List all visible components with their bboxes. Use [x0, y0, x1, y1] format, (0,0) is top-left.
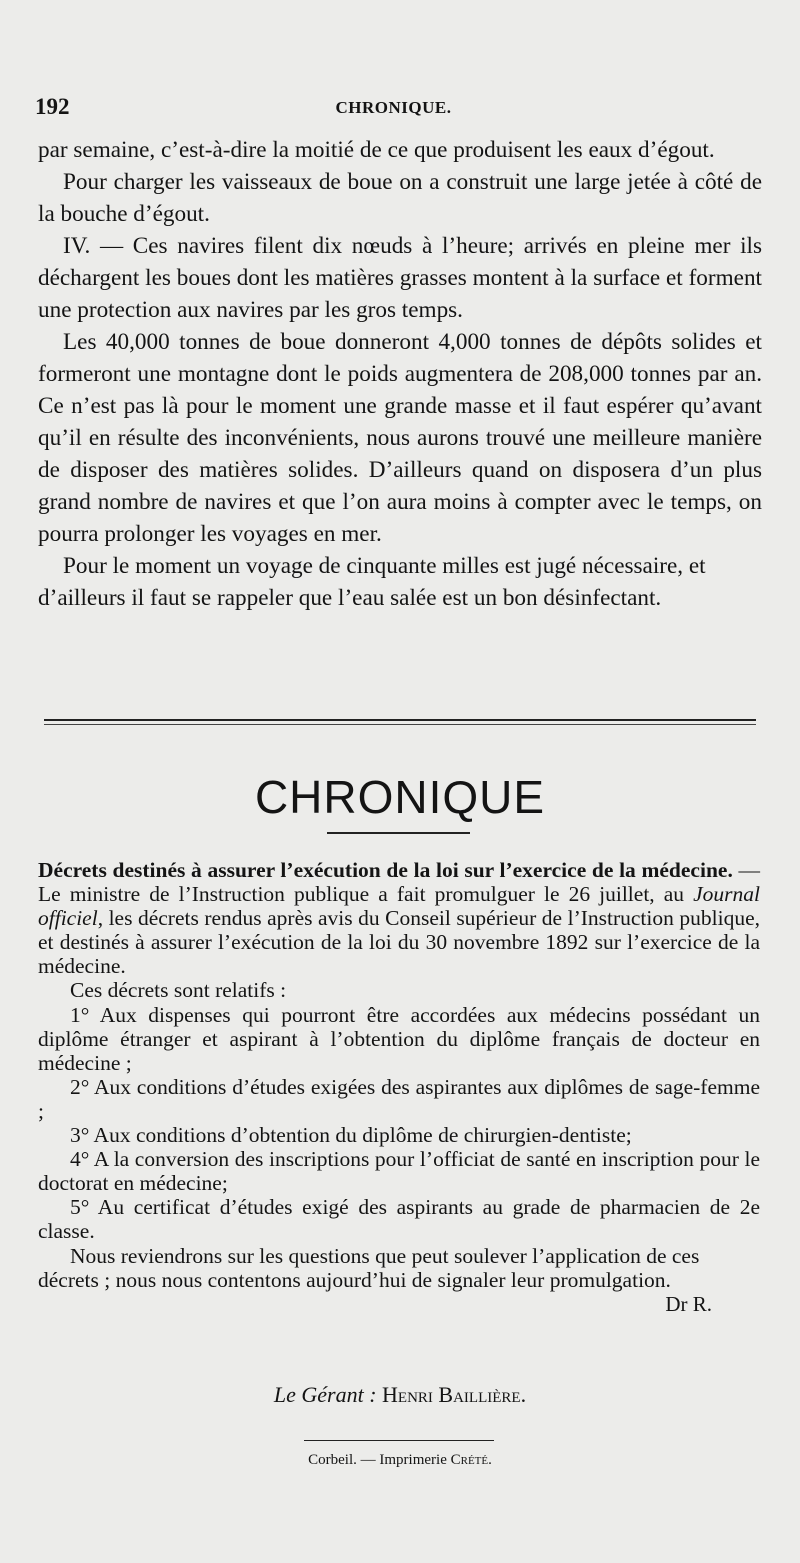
title-underline	[327, 832, 470, 834]
intro-paragraph: Décrets destinés à assurer l’exécution de la loi sur l’exercice de la médecine. — Le ministre de l’Instruction publique a fait promulguer le 26 juillet, au Journal officiel, les décrets rendus après avis du Conseil supérieur de l’Instruction publique, et destinés à assurer l’exécution de la loi du 30 novembre 1892 sur l’exercice de la médecine.	[38, 858, 761, 979]
paragraph: par semaine, c’est-à-dire la moitié de ce que produisent les eaux d’égout.	[38, 137, 715, 163]
printer-name: Crété.	[450, 1452, 492, 1468]
list-item: 5° Au certificat d’études exigé des aspirants au grade de pharmacien de 2e classe.	[38, 1195, 760, 1244]
signature: Dr R.	[665, 1291, 712, 1316]
journal-name: Journal officiel	[38, 882, 760, 931]
running-head: CHRONIQUE.	[335, 98, 452, 117]
chronique-section	[38, 858, 760, 1316]
paragraph: Pour charger les vaisseaux de boue on a construit une large jetée à côté de la bouche d’égout.	[38, 169, 762, 227]
section-title: CHRONIQUE	[254, 771, 546, 823]
list-item: 4° A la conversion des inscriptions pour l’officiat de santé en inscription pour le doctorat en médecine;	[38, 1147, 760, 1196]
section-divider	[44, 719, 756, 725]
list-item: 1° Aux dispenses qui pourront être accordées aux médecins possédant un diplôme étranger et aspirant à l’obtention du diplôme français de docteur en médecine ;	[38, 1002, 760, 1075]
closing-paragraph: Nous reviendrons sur les questions que peut soulever l’application de ces décrets ; nous nous contentons aujourd’hui de signaler leur promulgation.	[38, 1243, 700, 1292]
paragraph: IV. — Ces navires filent dix nœuds à l’heure; arrivés en pleine mer ils déchargent les boues dont les matières grasses montent à la surface et forment une protection aux navires par les gros temps.	[38, 233, 762, 323]
continued-article	[38, 134, 762, 614]
footer-rule	[304, 1440, 494, 1441]
lead-paragraph: Ces décrets sont relatifs :	[70, 978, 287, 1003]
gerant-line	[0, 1382, 800, 1408]
gerant-name: Henri Baillière.	[382, 1382, 527, 1407]
article-heading: Décrets destinés à assurer l’exécution de la loi sur l’exercice de la médecine.	[38, 858, 733, 882]
gerant-label: Le Gérant :	[273, 1382, 377, 1407]
printer-line: Corbeil. — Imprimerie Crété.	[308, 1452, 492, 1468]
paragraph: Pour le moment un voyage de cinquante milles est jugé nécessaire, et d’ailleurs il faut se rappeler que l’eau salée est un bon désinfectant.	[38, 553, 706, 611]
page-number: 192	[35, 94, 70, 119]
paragraph: Les 40,000 tonnes de boue donneront 4,000 tonnes de dépôts solides et formeront une montagne dont le poids augmentera de 208,000 tonnes par an. Ce n’est pas là pour le moment une grande masse et il faut espérer qu’avant qu’il en résulte des inconvénients, nous aurons trouvé une meilleure manière de disposer des matières solides. D’ailleurs quand on disposera d’un plus grand nombre de navires et que l’on aura moins à compter avec le temps, on pourra prolonger les voyages en mer.	[38, 329, 762, 547]
page-header	[35, 94, 752, 124]
list-item: 2° Aux conditions d’études exigées des aspirantes aux diplômes de sage-femme ;	[38, 1074, 760, 1123]
list-item: 3° Aux conditions d’obtention du diplôme de chirurgien-dentiste;	[70, 1123, 632, 1148]
